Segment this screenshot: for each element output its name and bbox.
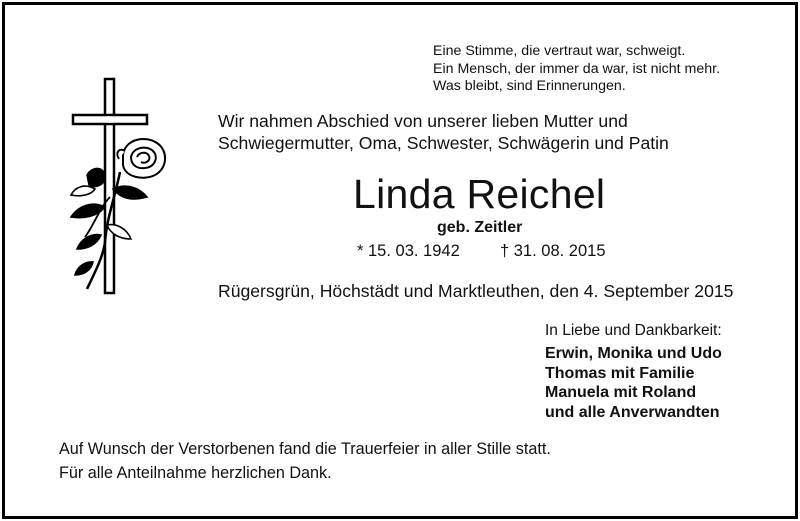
mourner-name: Manuela mit Roland [545,384,697,401]
poem-line: Eine Stimme, die vertraut war, schweigt. [433,43,686,59]
obituary-card [2,2,798,519]
mourner-name: Thomas mit Familie [545,364,695,382]
mourners-heading: In Liebe und Dankbarkeit: [545,322,722,339]
poem-line: Was bleibt, sind Erinnerungen. [433,78,626,94]
mourner-name: und alle Anverwandten [545,403,720,421]
intro-line: Wir nahmen Abschied von unserer lieben Mutter und [218,111,628,131]
closing-text [59,438,551,485]
intro-line: Schwiegermutter, Oma, Schwester, Schwägerin und Patin [218,133,669,153]
maiden-name: geb. Zeitler [437,219,523,236]
poem [433,43,720,96]
deceased-name: Linda Reichel [353,171,606,217]
cross-with-rose-icon [65,77,185,295]
closing-line: Auf Wunsch der Verstorbenen fand die Trauerfeier in aller Stille statt. [59,440,551,458]
mourner-name: Erwin, Monika und Udo [545,345,722,362]
poem-line: Ein Mensch, der immer da war, ist nicht mehr. [433,60,721,77]
place-and-date: Rügersgrün, Höchstädt und Marktleuthen, den 4. September 2015 [218,281,734,301]
closing-line: Für alle Anteilnahme herzlichen Dank. [59,463,332,482]
birth-date: * 15. 03. 1942 [357,242,460,260]
mourners-list [545,344,722,422]
death-date: † 31. 08. 2015 [500,242,606,260]
intro-text [218,110,669,154]
